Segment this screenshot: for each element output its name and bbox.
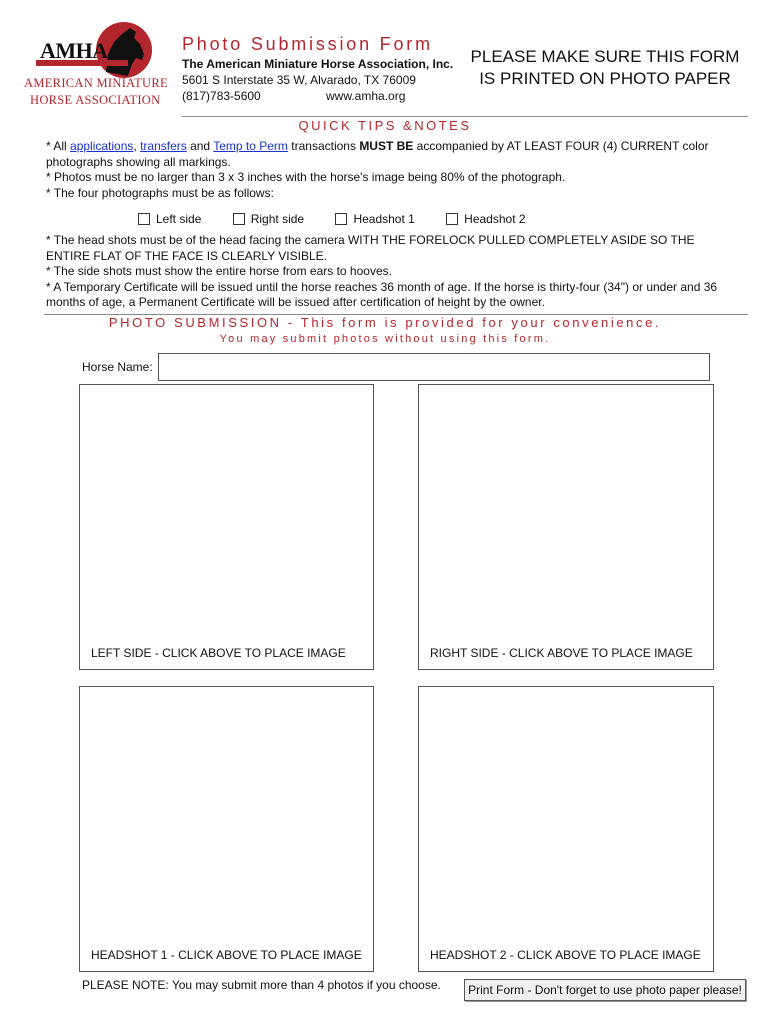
checkbox-label: Right side <box>250 212 305 226</box>
amha-logo <box>22 20 168 110</box>
tip-line3: * The four photographs must be as follows: <box>46 185 274 200</box>
form-title: Photo Submission Form <box>182 34 433 54</box>
org-website: www.amha.org <box>326 89 406 103</box>
photo-slot-left-side[interactable] <box>79 384 374 670</box>
more-photos-note: PLEASE NOTE: You may submit more than 4 photos if you choose. <box>82 978 441 992</box>
org-address: 5601 S Interstate 35 W, Alvarado, TX 76009 <box>182 73 416 87</box>
tip-line1-mid: transactions <box>287 139 360 153</box>
tip-line1 <box>46 139 726 170</box>
checkbox-left-side[interactable] <box>138 212 201 226</box>
caption-right-side: RIGHT SIDE - CLICK ABOVE TO PLACE IMAGE <box>430 646 693 660</box>
logo-org-line1: AMERICAN MINIATURE <box>24 76 168 90</box>
note-headshots: * The head shots must be of the head facing the camera WITH THE FORELOCK PULLED COMPLETELY ASIDE SO THE ENTIRE FLAT OF THE FACE IS CLEARLY VISIBLE. <box>46 233 695 263</box>
quick-notes-text <box>46 233 726 311</box>
photo-paper-notice <box>470 46 740 90</box>
note-certificate: * A Temporary Certificate will be issued until the horse reaches 36 month of age. If the horse is thirty-four (34") or under and 36 months of age, a Permanent Certificate will be issued after certification of height by the owner. <box>46 279 718 309</box>
org-name: The American Miniature Horse Association, Inc. <box>182 57 454 71</box>
logo-acronym: AMHA <box>40 38 108 63</box>
horse-name-label: Horse Name: <box>82 360 153 374</box>
applications-link[interactable]: applications <box>70 139 134 153</box>
tip-line1-suffix: accompanied by AT LEAST FOUR (4) CURRENT color photographs showing all markings. <box>46 139 709 169</box>
horse-name-input[interactable] <box>158 353 710 381</box>
caption-headshot-2: HEADSHOT 2 - CLICK ABOVE TO PLACE IMAGE <box>430 948 701 962</box>
checkbox-headshot-1[interactable] <box>335 212 414 226</box>
checkbox-square[interactable] <box>138 213 150 225</box>
checkbox-label: Headshot 2 <box>464 212 526 226</box>
photo-slot-headshot-2[interactable] <box>418 686 714 972</box>
notice-line2: IS PRINTED ON PHOTO PAPER <box>479 69 731 88</box>
checkbox-square[interactable] <box>233 213 245 225</box>
checkbox-label: Left side <box>156 212 202 226</box>
checkbox-headshot-2[interactable] <box>446 212 525 226</box>
photo-type-checkboxes <box>138 212 554 228</box>
note-side-shots: * The side shots must show the entire horse from ears to hooves. <box>46 264 392 278</box>
caption-headshot-1: HEADSHOT 1 - CLICK ABOVE TO PLACE IMAGE <box>91 948 362 962</box>
tip-sep1: , <box>133 139 141 153</box>
tip-line1-prefix: * All <box>46 139 71 153</box>
tip-sep2: and <box>186 139 214 153</box>
photo-submission-subnote: You may submit photos without using this form. <box>219 333 551 345</box>
photo-slot-right-side[interactable] <box>418 384 714 670</box>
notice-line1: PLEASE MAKE SURE THIS FORM <box>470 47 740 66</box>
caption-left-side: LEFT SIDE - CLICK ABOVE TO PLACE IMAGE <box>91 646 346 660</box>
tip-line2: * Photos must be no larger than 3 x 3 inches with the horse's image being 80% of the photograph. <box>46 170 566 184</box>
checkbox-right-side[interactable] <box>233 212 304 226</box>
checkbox-square[interactable] <box>335 213 347 225</box>
logo-org-line2: HORSE ASSOCIATION <box>30 93 161 107</box>
quick-tips-text <box>46 139 726 201</box>
checkbox-label: Headshot 1 <box>353 212 415 226</box>
print-form-button[interactable]: Print Form - Don't forget to use photo paper please! <box>464 979 746 1001</box>
quick-tips-heading: QUICK TIPS &NOTES <box>298 118 472 133</box>
org-phone: (817)783-5600 <box>182 89 261 103</box>
photo-slot-headshot-1[interactable] <box>79 686 374 972</box>
checkbox-square[interactable] <box>446 213 458 225</box>
must-be-emphasis: MUST BE <box>359 139 414 153</box>
photo-submission-heading: PHOTO SUBMISSION - This form is provided for your convenience. <box>108 315 662 330</box>
header-divider <box>182 116 748 117</box>
temp-to-perm-link[interactable]: Temp to Perm <box>213 139 288 153</box>
transfers-link[interactable]: transfers <box>140 139 187 153</box>
